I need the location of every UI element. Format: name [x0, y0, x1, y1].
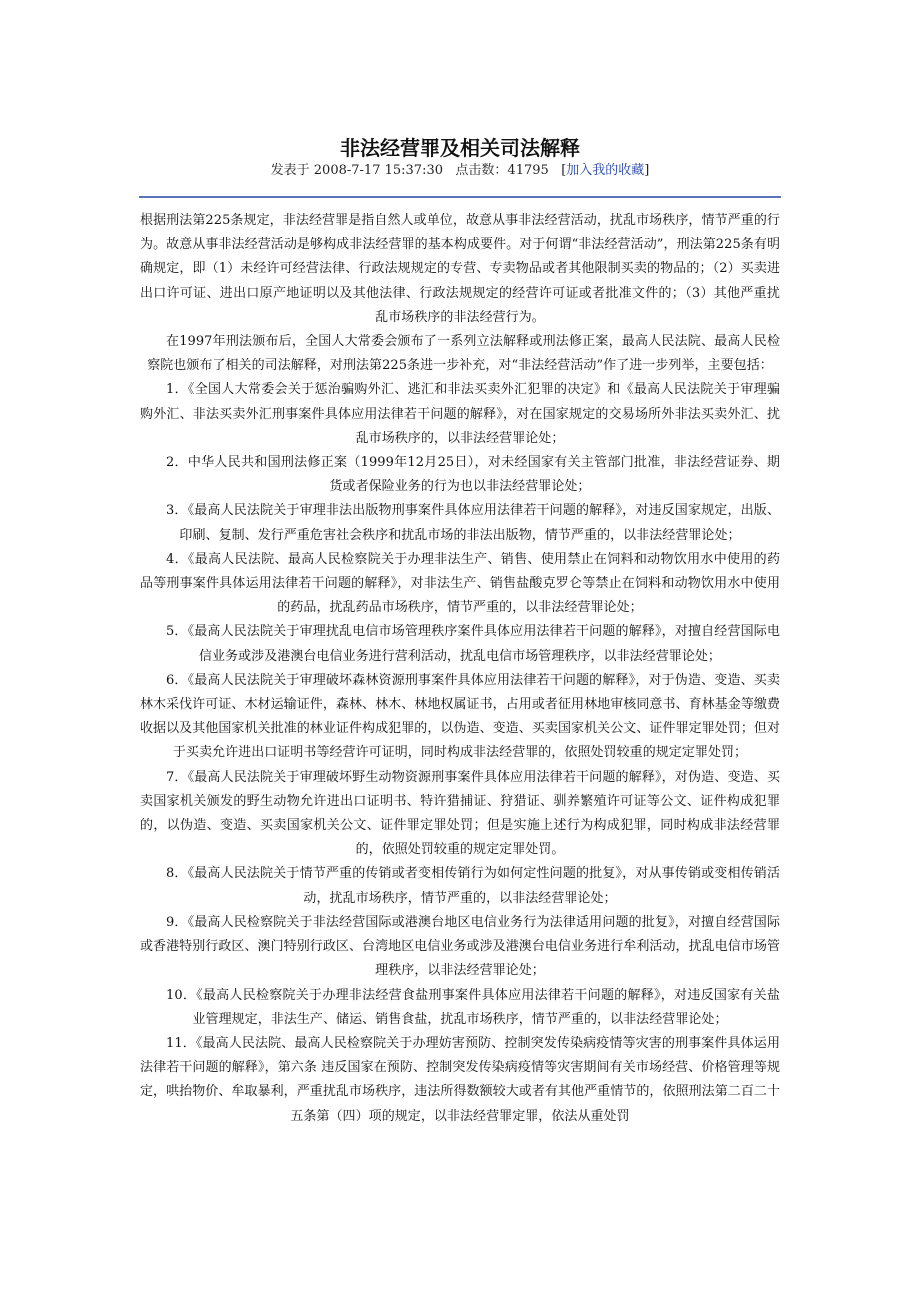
favorite-bracket-close: ]: [644, 163, 650, 178]
list-item-4: 4．《最高人民法院、最高人民检察院关于办理非法生产、销售、使用禁止在饲料和动物饮用水中使用的药品等刑事案件具体运用法律若干问题的解释》，对非法生产、销售盐酸克罗仑等禁止在饲料和动物饮用水中使用的药品，扰乱药品市场秩序，情节严重的，以非法经营罪论处；: [140, 551, 780, 616]
posted-date: 2008-7-17: [313, 163, 381, 178]
list-item-11: 11．《最高人民法院、最高人民检察院关于办理妨害预防、控制突发传染病疫情等灾害的刑事案件具体运用法律若干问题的解释》，第六条 违反国家在预防、控制突发传染病疫情等灾害期间有关市场经营、价格管理等规定，哄抬物价、牟取暴利，严重扰乱市场秩序，违法所得数额较大或者有其他严重情节的，依照刑法第二百二十五条第（四）项的规定，以非法经营罪定罪，依法从重处罚: [140, 1035, 780, 1124]
clicks-count: 41795: [507, 163, 549, 178]
list-item-8: 8．《最高人民法院关于情节严重的传销或者变相传销行为如何定性问题的批复》，对从事传销或变相传销活动，扰乱市场秩序，情节严重的，以非法经营罪论处；: [166, 866, 780, 906]
posted-label: 发表于: [270, 163, 310, 178]
posted-time: 15:37:30: [384, 163, 443, 178]
list-item-3: 3．《最高人民法院关于审理非法出版物刑事案件具体应用法律若干问题的解释》，对违反国家规定，出版、印刷、复制、发行严重危害社会秩序和扰乱市场的非法出版物，情节严重的，以非法经营罪论处；: [166, 503, 780, 543]
list-item-5: 5．《最高人民法院关于审理扰乱电信市场管理秩序案件具体应用法律若干问题的解释》，对擅自经营国际电信业务或涉及港澳台电信业务进行营利活动，扰乱电信市场管理秩序，以非法经营罪论处；: [166, 624, 780, 664]
paragraph-intro: 根据刑法第225条规定，非法经营罪是指自然人或单位，故意从事非法经营活动，扰乱市场秩序，情节严重的行为。故意从事非法经营活动是够构成非法经营罪的基本构成要件。对于何谓“非法经营活动”，刑法第225条有明确规定，即（1）未经许可经营法律、行政法规规定的专营、专卖物品或者其他限制买卖的物品的；（2）买卖进出口许可证、进出口原产地证明以及其他法律、行政法规规定的经营许可证或者批准文件的；（3）其他严重扰乱市场秩序的非法经营行为。: [140, 213, 780, 325]
list-item-7: 7．《最高人民法院关于审理破坏野生动物资源刑事案件具体应用法律若干问题的解释》，对伪造、变造、买卖国家机关颁发的野生动物允许进出口证明书、特许猎捕证、狩猎证、驯养繁殖许可证等公文、证件构成犯罪的，以伪造、变造、买卖国家机关公文、证件罪定罪处罚；但是实施上述行为构成犯罪，同时构成非法经营罪的，依照处罚较重的规定定罪处罚。: [140, 769, 780, 858]
article-body: [140, 209, 780, 1129]
list-item-9: 9．《最高人民检察院关于非法经营国际或港澳台地区电信业务行为法律适用问题的批复》，对擅自经营国际或香港特别行政区、澳门特别行政区、台湾地区电信业务或涉及港澳台电信业务进行牟利活动，扰乱电信市场管理秩序，以非法经营罪论处；: [140, 914, 780, 979]
list-item-10: 10．《最高人民检察院关于办理非法经营食盐刑事案件具体应用法律若干问题的解释》，对违反国家有关盐业管理规定，非法生产、储运、销售食盐，扰乱市场秩序，情节严重的，以非法经营罪论处；: [166, 987, 780, 1027]
list-item-6: 6．《最高人民法院关于审理破坏森林资源刑事案件具体应用法律若干问题的解释》，对于伪造、变造、买卖林木采伐许可证、木材运输证件，森林、林木、林地权属证书，占用或者征用林地审核同意书、育林基金等缴费收据以及其他国家机关批准的林业证件构成犯罪的，以伪造、变造、买卖国家机关公文、证件罪定罪处罚；但对于买卖允许进出口证明书等经营许可证明，同时构成非法经营罪的，依照处罚较重的规定定罪处罚；: [140, 672, 780, 761]
clicks-label: 点击数：: [455, 163, 508, 178]
add-to-favorites-link[interactable]: 加入我的收藏: [566, 163, 645, 178]
article-meta: [0, 160, 920, 182]
article-title: 非法经营罪及相关司法解释: [340, 136, 580, 161]
list-item-2: 2．中华人民共和国刑法修正案（1999年12月25日），对未经国家有关主管部门批准，非法经营证券、期货或者保险业务的行为也以非法经营罪论处；: [166, 455, 780, 495]
paragraph-overview: 在1997年刑法颁布后，全国人大常委会颁布了一系列立法解释或刑法修正案，最高人民法院、最高人民检察院也颁布了相关的司法解释，对刑法第225条进一步补充，对“非法经营活动”作了进一步列举，主要包括：: [147, 334, 780, 374]
title-divider: [139, 196, 781, 198]
favorite-bracket-open: [: [561, 163, 567, 178]
list-item-1: 1．《全国人大常委会关于惩治骗购外汇、逃汇和非法买卖外汇犯罪的决定》和《最高人民法院关于审理骗购外汇、非法买卖外汇刑事案件具体应用法律若干问题的解释》，对在国家规定的交易场所外非法买卖外汇、扰乱市场秩序的，以非法经营罪论处；: [140, 382, 780, 446]
